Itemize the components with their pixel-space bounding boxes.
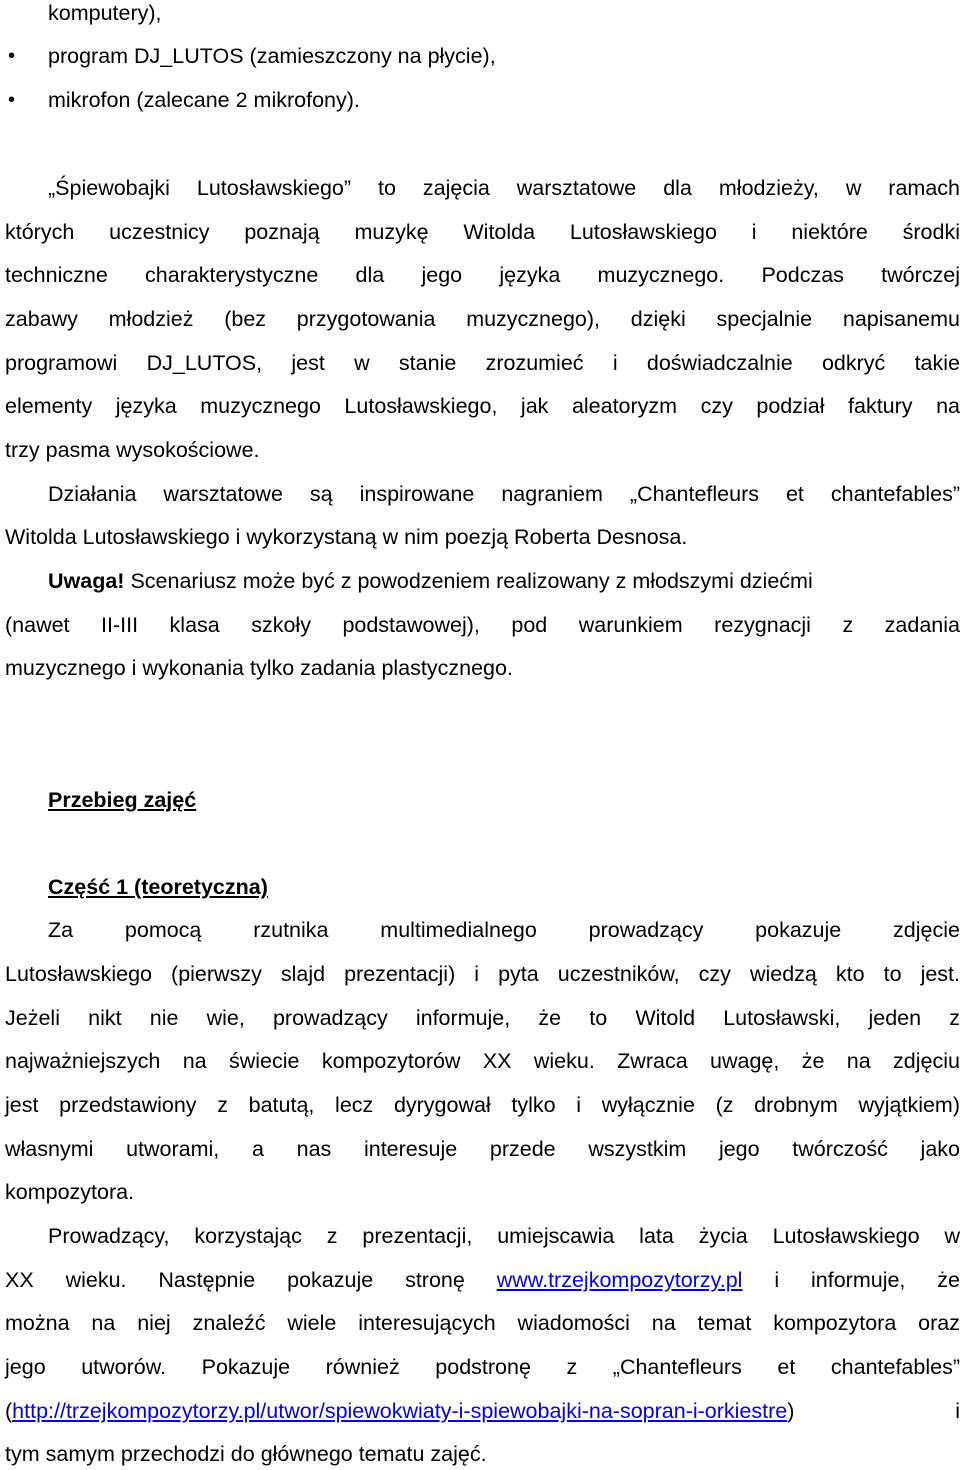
paragraph-line: Działania warsztatowe są inspirowane nagraniem „Chantefleurs et chantefables”	[48, 482, 960, 506]
subsection-heading: Część 1 (teoretyczna)	[48, 875, 268, 899]
website-link[interactable]: www.trzejkompozytorzy.pl	[496, 1268, 743, 1292]
note-label: Uwaga!	[48, 569, 125, 593]
paragraph-line: trzy pasma wysokościowe.	[5, 438, 260, 462]
paragraph-text: XX wieku. Następnie pokazuje stronę	[5, 1268, 497, 1292]
note-line: muzycznego i wykonania tylko zadania plastycznego.	[5, 656, 513, 680]
section-heading: Przebieg zajęć	[48, 788, 197, 812]
paragraph-line	[5, 1398, 960, 1424]
paragraph-line: których uczestnicy poznają muzykę Witolda Lutosławskiego i niektóre środki	[5, 220, 960, 244]
bullet-item	[0, 43, 960, 69]
paragraph-line: Jeżeli nikt nie wie, prowadzący informuje, że to Witold Lutosławski, jeden z	[5, 1006, 960, 1030]
paragraph-line: najważniejszych na świecie kompozytorów XX wieku. Zwraca uwagę, że na zdjęciu	[5, 1049, 960, 1073]
paragraph-line: jest przedstawiony z batutą, lecz dyrygował tylko i wyłącznie (z drobnym wyjątkiem)	[5, 1093, 960, 1117]
paragraph-line: Witolda Lutosławskiego i wykorzystaną w nim poezją Roberta Desnosa.	[5, 525, 688, 549]
paragraph-line: „Śpiewobajki Lutosławskiego” to zajęcia warsztatowe dla młodzieży, w ramach	[48, 176, 960, 200]
bullet-text: program DJ_LUTOS (zamieszczony na płycie),	[48, 44, 496, 68]
paragraph-line: kompozytora.	[5, 1180, 135, 1204]
paragraph-line: Za pomocą rzutnika multimedialnego prowadzący pokazuje zdjęcie	[48, 918, 960, 942]
paragraph-line: Lutosławskiego (pierwszy slajd prezentacji) i pyta uczestników, czy wiedzą kto to jest.	[5, 962, 960, 986]
bullet-icon: •	[8, 89, 16, 111]
note-line: (nawet II-III klasa szkoły podstawowej), pod warunkiem rezygnacji z zadania	[5, 613, 960, 637]
paragraph-text: (	[5, 1399, 13, 1423]
subpage-link[interactable]: http://trzejkompozytorzy.pl/utwor/spiewokwiaty-i-spiewobajki-na-sopran-i-orkiestre	[12, 1399, 788, 1423]
paragraph-line: można na niej znaleźć wiele interesujących wiadomości na temat kompozytora oraz	[5, 1311, 960, 1335]
bullet-item	[0, 87, 960, 113]
paragraph-line: programowi DJ_LUTOS, jest w stanie zrozumieć i doświadczalnie odkryć takie	[5, 351, 960, 375]
bullet-text: mikrofon (zalecane 2 mikrofony).	[48, 88, 360, 112]
note-line	[48, 568, 960, 594]
paragraph-line: elementy języka muzycznego Lutosławskiego, jak aleatoryzm czy podział faktury na	[5, 394, 960, 418]
paragraph-line: zabawy młodzież (bez przygotowania muzycznego), dzięki specjalnie napisanemu	[5, 307, 960, 331]
note-text: Scenariusz może być z powodzeniem realizowany z młodszymi dziećmi	[124, 569, 813, 593]
paragraph-text: ) i	[787, 1399, 960, 1423]
paragraph-line: jego utworów. Pokazuje również podstronę z „Chantefleurs et chantefables”	[5, 1355, 960, 1379]
bullet-icon: •	[8, 45, 16, 67]
paragraph-line: techniczne charakterystyczne dla jego języka muzycznego. Podczas twórczej	[5, 263, 960, 287]
paragraph-text: i informuje, że	[742, 1268, 960, 1292]
paragraph-line: Prowadzący, korzystając z prezentacji, umiejscawia lata życia Lutosławskiego w	[48, 1224, 960, 1248]
paragraph-line: własnymi utworami, a nas interesuje przede wszystkim jego twórczość jako	[5, 1137, 960, 1161]
paragraph-line: tym samym przechodzi do głównego tematu zajęć.	[5, 1442, 487, 1466]
bullet-continuation: komputery),	[48, 1, 162, 25]
paragraph-line	[5, 1267, 960, 1293]
